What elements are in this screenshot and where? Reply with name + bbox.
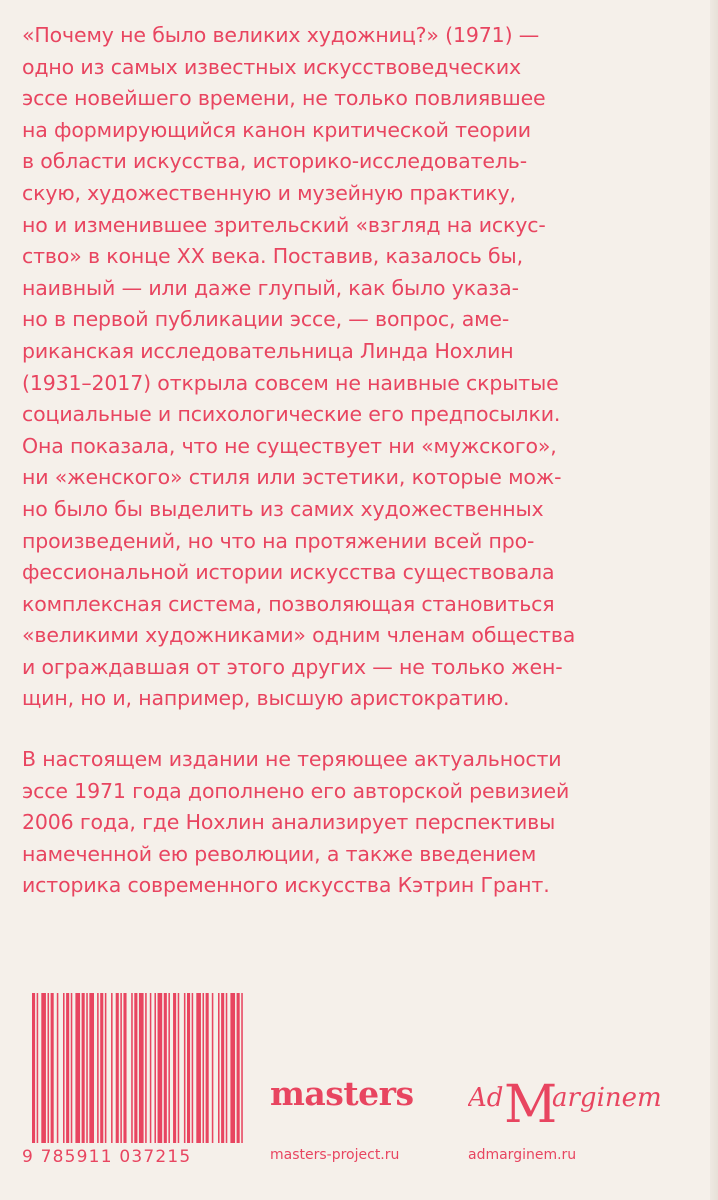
- blurb-line: намеченной ею революции, а также введением: [22, 841, 537, 866]
- barcode-bar: [192, 993, 194, 1143]
- barcode-bar: [97, 993, 99, 1143]
- masters-logo: masters: [270, 1074, 414, 1113]
- barcode-bar: [63, 993, 65, 1143]
- barcode-bar: [154, 993, 156, 1143]
- barcode-bar: [105, 993, 107, 1143]
- barcode-bar: [131, 993, 133, 1143]
- barcode-bar: [89, 993, 94, 1143]
- blurb-paragraph: [22, 744, 692, 902]
- blurb-line: щин, но и, например, высшую аристократию.: [22, 686, 510, 711]
- blurb-line: и ограждавшая от этого других — не только жен-: [22, 654, 563, 679]
- barcode-bars: [32, 993, 244, 1143]
- barcode-bar: [221, 993, 224, 1143]
- blurb-line: скую, художественную и музейную практику,: [22, 180, 516, 205]
- blurb-line: но было бы выделить из самих художественных: [22, 496, 544, 521]
- barcode-bar: [206, 993, 209, 1143]
- barcode-bar: [145, 993, 147, 1143]
- barcode-bar: [203, 993, 205, 1143]
- blurb-line: социальные и психологические его предпосылки.: [22, 402, 561, 427]
- barcode-bar: [150, 993, 152, 1143]
- barcode-bar: [184, 993, 186, 1143]
- barcode-bar: [218, 993, 220, 1143]
- barcode-bar: [82, 993, 85, 1143]
- barcode-bar: [173, 993, 176, 1143]
- barcode-bar: [196, 993, 201, 1143]
- blurb-paragraph: [22, 20, 692, 715]
- blurb-line: фессиональной истории искусства существовала: [22, 560, 555, 585]
- barcode-bar: [158, 993, 163, 1143]
- blurb-line: «Почему не было великих художниц?» (1971) —: [22, 23, 540, 47]
- blurb-line: эссе 1971 года дополнено его авторской ревизией: [22, 778, 570, 803]
- barcode-bar: [57, 993, 59, 1143]
- blurb-line: ство» в конце XX века. Поставив, казалось бы,: [22, 244, 523, 269]
- blurb-line: Она показала, что не существует ни «мужского»,: [22, 433, 557, 458]
- barcode-bar: [41, 993, 46, 1143]
- barcode-bar: [168, 993, 170, 1143]
- page-edge: [710, 0, 718, 1200]
- barcode-bar: [123, 993, 126, 1143]
- blurb-line: «великими художниками» одним членам общества: [22, 623, 576, 648]
- barcode-bar: [37, 993, 39, 1143]
- barcode-bar: [241, 993, 243, 1143]
- barcode-bar: [178, 993, 180, 1143]
- barcode-bar: [116, 993, 119, 1143]
- blurb-line: наивный — или даже глупый, как было указа-: [22, 275, 519, 300]
- admarginem-url[interactable]: admarginem.ru: [468, 1147, 577, 1163]
- blurb-line: но и изменившее зрительский «взгляд на искус-: [22, 212, 546, 237]
- barcode-bar: [237, 993, 240, 1143]
- barcode-bar: [230, 993, 235, 1143]
- blurb-line: комплексная система, позволяющая становиться: [22, 591, 555, 616]
- barcode-bar: [139, 993, 144, 1143]
- admarginem-logo-ad: Ad: [468, 1083, 504, 1113]
- barcode-bar: [75, 993, 80, 1143]
- admarginem-logo-rest: arginem: [552, 1083, 662, 1113]
- blurb-line: на формирующийся канон критической теории: [22, 117, 531, 142]
- blurb-line: (1931–2017) открыла совсем не наивные скрытые: [22, 370, 559, 395]
- barcode: [22, 993, 244, 1167]
- barcode-bar: [48, 993, 50, 1143]
- isbn-number: 9 785911 037215: [22, 1147, 192, 1167]
- barcode-bar: [111, 993, 113, 1143]
- blurb-line: в области искусства, историко-исследователь-: [22, 149, 527, 174]
- blurb-line: 2006 года, где Нохлин анализирует перспективы: [22, 810, 556, 835]
- back-cover-blurb: [22, 20, 692, 902]
- blurb-line: ни «женского» стиля или эстетики, которые мож-: [22, 465, 562, 490]
- barcode-bar: [66, 993, 69, 1143]
- blurb-line: но в первой публикации эссе, — вопрос, аме-: [22, 307, 510, 332]
- admarginem-logo-m: M: [504, 1075, 558, 1132]
- barcode-bar: [71, 993, 73, 1143]
- barcode-bar: [134, 993, 137, 1143]
- blurb-line: риканская исследовательница Линда Нохлин: [22, 338, 514, 363]
- barcode-bar: [51, 993, 54, 1143]
- blurb-line: одно из самых известных искусствоведческих: [22, 54, 522, 79]
- barcode-bar: [212, 993, 214, 1143]
- barcode-bar: [100, 993, 103, 1143]
- blurb-line: В настоящем издании не теряющее актуальности: [22, 747, 562, 772]
- blurb-line: произведений, но что на протяжении всей про-: [22, 528, 535, 553]
- barcode-bar: [187, 993, 190, 1143]
- barcode-bar: [86, 993, 88, 1143]
- barcode-bar: [226, 993, 228, 1143]
- blurb-line: эссе новейшего времени, не только повлиявшее: [22, 86, 546, 111]
- barcode-bar: [164, 993, 167, 1143]
- admarginem-logo: [468, 1062, 698, 1132]
- barcode-bar: [120, 993, 122, 1143]
- masters-url[interactable]: masters-project.ru: [270, 1147, 400, 1163]
- blurb-line: историка современного искусства Кэтрин Грант.: [22, 873, 550, 898]
- barcode-bar: [32, 993, 35, 1143]
